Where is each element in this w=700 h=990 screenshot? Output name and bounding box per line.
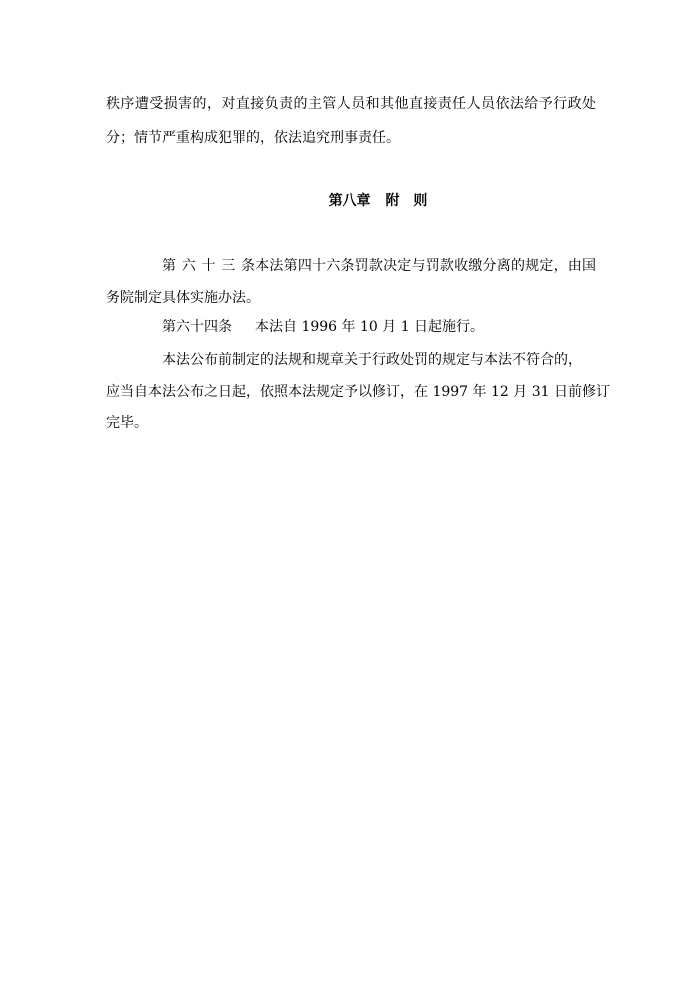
article-label: 第六十四条 — [162, 319, 232, 335]
paragraph-line: 分；情节严重构成犯罪的，依法追究刑事责任。 — [106, 130, 400, 146]
chapter-heading — [0, 191, 700, 211]
article-64-line — [162, 317, 596, 337]
chapter-number: 第八章 — [328, 193, 371, 209]
article-text: 本法第四十六条罚款决定与罚款收缴分离的规定，由国 — [255, 258, 596, 274]
article-text: 本法自 1996 年 10 月 1 日起施行。 — [255, 319, 485, 335]
chapter-title: 附 则 — [385, 193, 428, 209]
closing-line-2: 应当自本法公布之日起，依照本法规定予以修订，在 1997 年 12 月 31 日前修订 — [106, 384, 610, 400]
article-63-line-2: 务院制定具体实施办法。 — [106, 290, 260, 306]
closing-line-3: 完毕。 — [106, 415, 148, 431]
article-label: 第六十三条 — [162, 258, 255, 274]
article-63-line-1 — [162, 256, 596, 276]
paragraph-line: 秩序遭受损害的，对直接负责的主管人员和其他直接责任人员依法给予行政处 — [106, 96, 596, 112]
closing-line-1: 本法公布前制定的法规和规章关于行政处罚的规定与本法不符合的， — [162, 352, 582, 368]
